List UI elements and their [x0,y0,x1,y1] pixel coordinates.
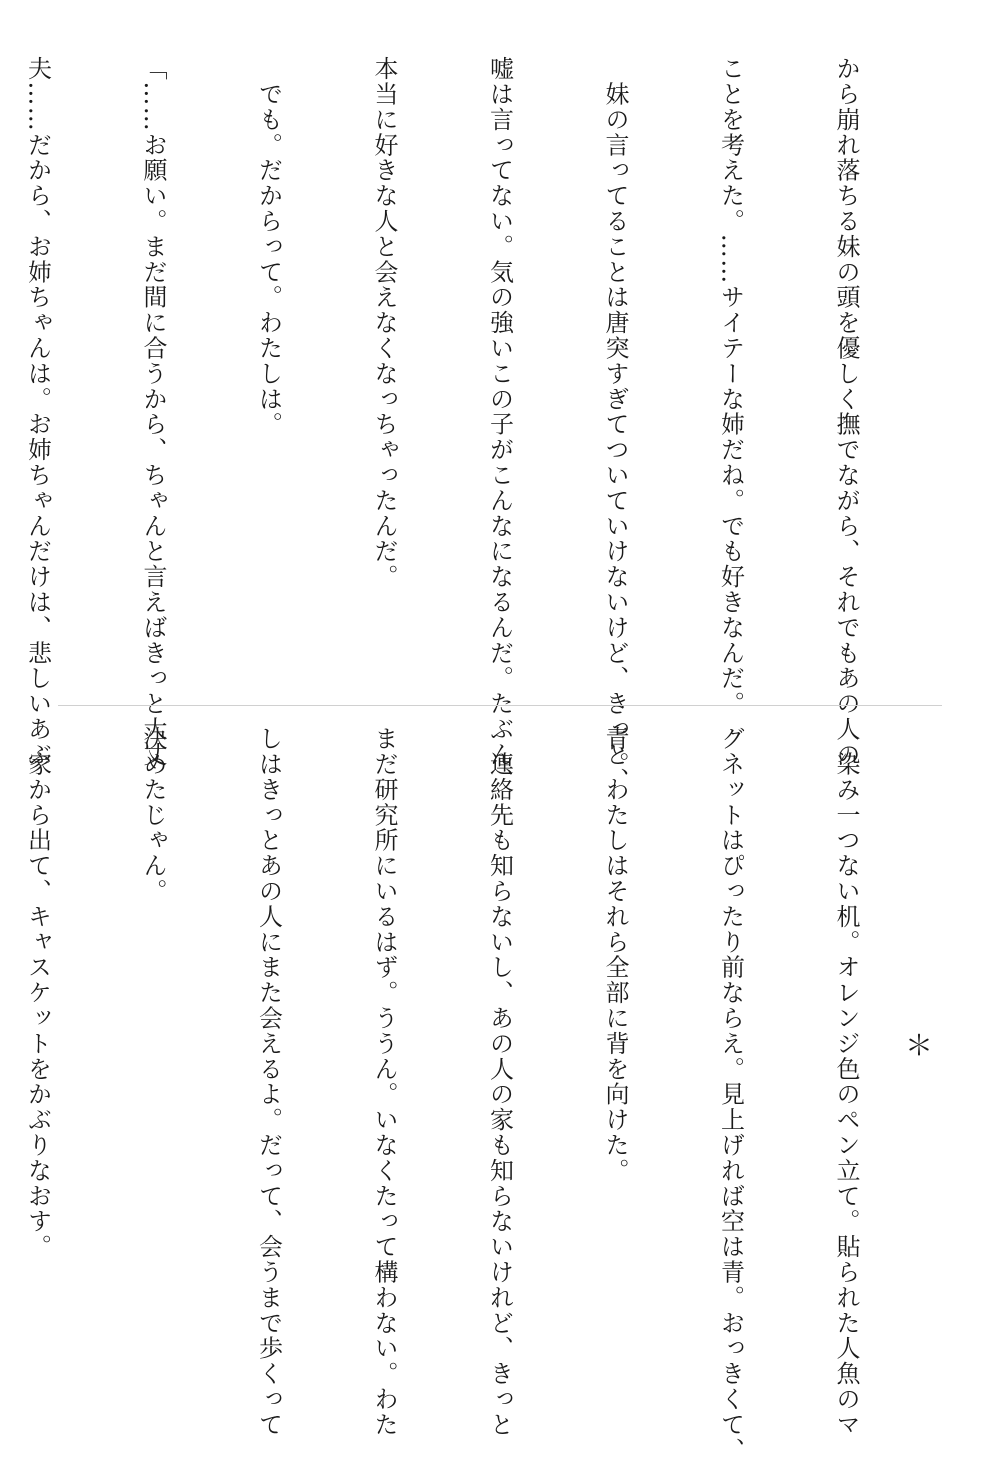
top-text-block [23,56,942,793]
bottom-text-block [23,726,942,1463]
text-line: 連絡先も知らないし、あの人の家も知らないけれど、きっと [485,726,514,1438]
section-break-asterisk: ＊ [905,1029,934,1062]
text-line: 夫……だから、お姉ちゃんは。お姉ちゃんだけは、悲しいあぶ [23,56,52,768]
text-line: 本当に好きな人と会えなくなっちゃったんだ。 [370,56,398,590]
text-line: 「……お願い。まだ間に合うから、ちゃんと言えばきっと大丈 [139,56,167,768]
text-line: グネットはぴったり前ならえ。見上げれば空は青。おっきくて、 [716,726,745,1463]
text-line: ことを考えた。……サイテーな姉だね。でも好きなんだ。 [716,56,745,717]
text-line: 決めたじゃん。 [139,726,167,904]
text-line: 染み一つない机。オレンジ色のペン立て。貼られた人魚のマ [832,726,860,1438]
text-line: 青。わたしはそれら全部に背を向けた。 [601,726,629,1184]
text-line: 家から出て、キャスケットをかぶりなおす。 [23,726,52,1260]
text-line: 嘘は言ってない。気の強いこの子がこんなになるんだ。たぶん、 [485,56,514,793]
text-line: でも。だからって。わたしは。 [254,56,283,437]
page-divider [58,705,942,706]
text-line: まだ研究所にいるはず。ううん。いなくたって構わない。わた [370,726,398,1438]
text-line: から崩れ落ちる妹の頭を優しく撫でながら、それでもあの人の [832,56,860,768]
text-line: しはきっとあの人にまた会えるよ。だって、会うまで歩くって [254,726,283,1438]
text-line: 妹の言ってることは唐突すぎてついていけないけど、きっと、 [601,56,629,793]
